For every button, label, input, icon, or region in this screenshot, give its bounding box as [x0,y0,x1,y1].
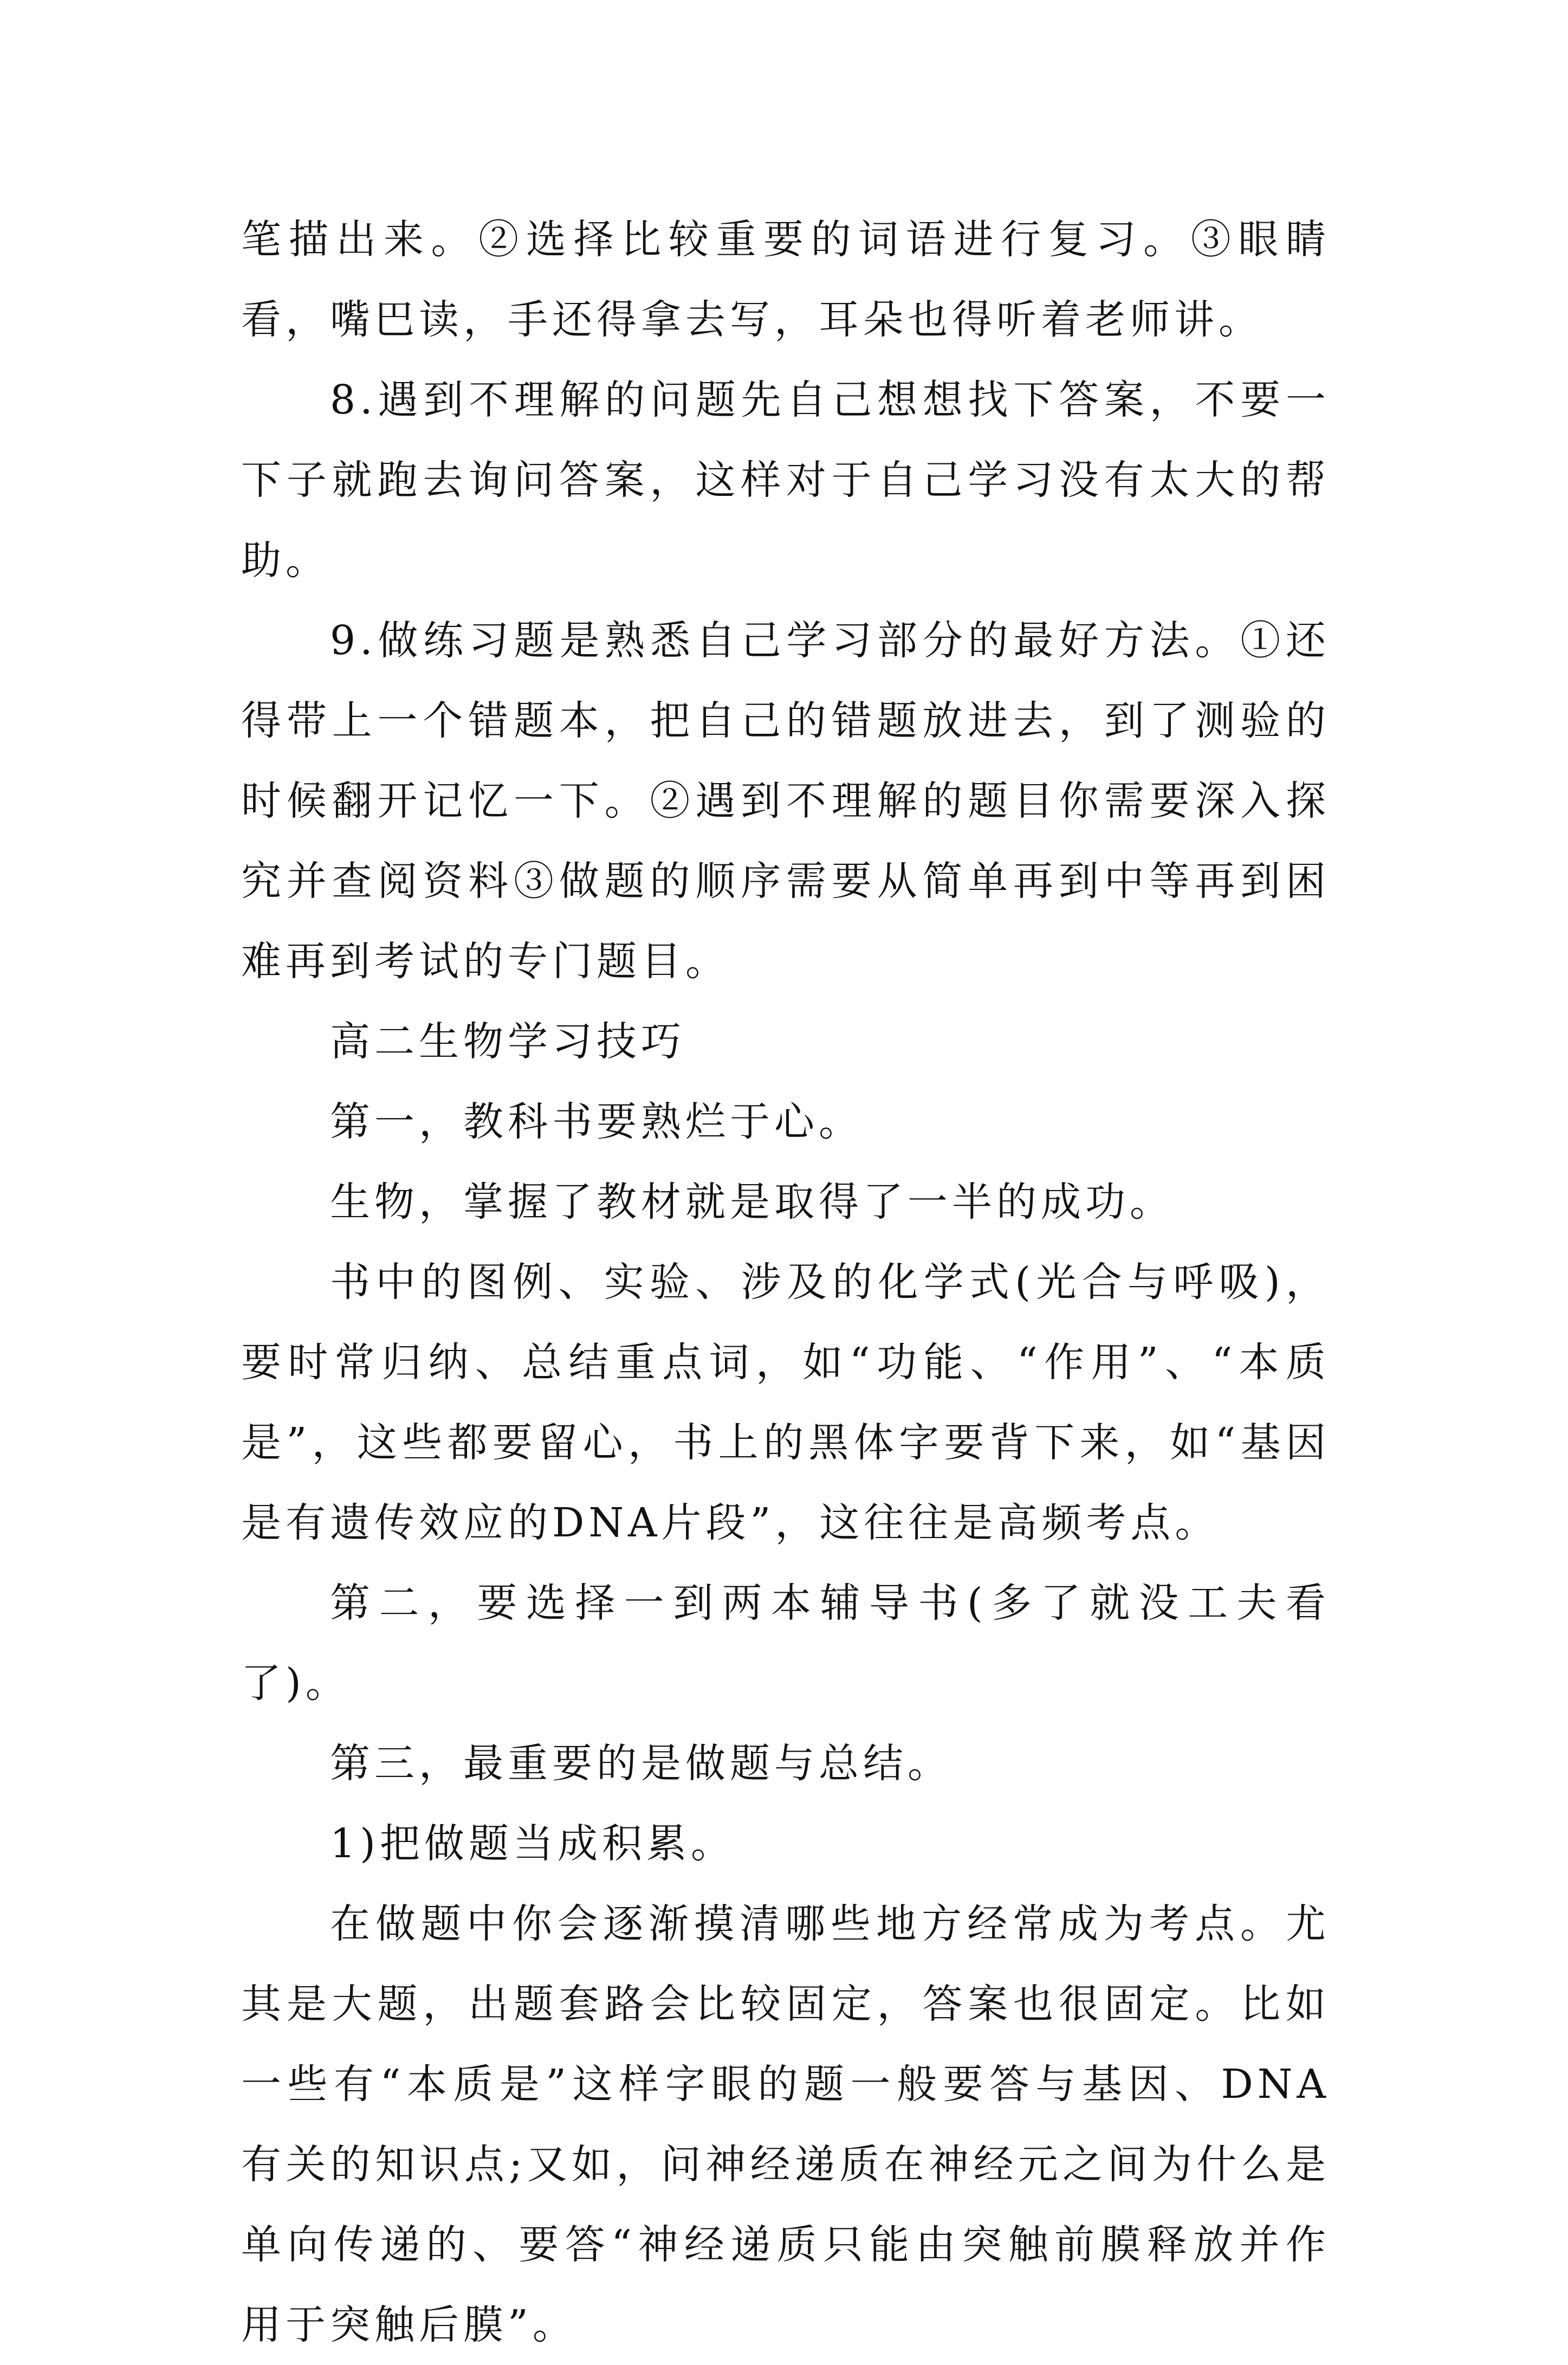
section-heading: 高二生物学习技巧 [330,1018,685,1065]
paragraph-textbook-mastery: 生物，掌握了教材就是取得了一半的成功。 [330,1179,1174,1225]
paragraph-textbook-details: 书中的图例、实验、涉及的化学式(光合与呼吸)，要时常归纳、总结重点词，如“功能、“作用”、“本质是”，这些都要留心，书上的黑体字要背下来，如“基因是有遗传效应的DNA片段”，这往往是高频考点。 [241,1259,1330,1546]
paragraph-tip-9: 9.做练习题是熟悉自己学习部分的最好方法。①还得带上一个错题本，把自己的错题放进去，到了测验的时候翻开记忆一下。②遇到不理解的题目你需要深入探究并查阅资料③做题的顺序需要从简单再到中等再到困难再到考试的专门题目。 [241,617,1330,985]
paragraph-first-point: 第一，教科书要熟烂于心。 [330,1099,863,1145]
body-text [241,199,1330,2365]
paragraph-second-point: 第二，要选择一到两本辅导书(多了就没工夫看了)。 [241,1580,1330,1707]
paragraph-subpoint-1: 1)把做题当成积累。 [330,1820,735,1867]
paragraph-continuation: 笔描出来。②选择比较重要的词语进行复习。③眼睛看，嘴巴读，手还得拿去写，耳朵也得听着老师讲。 [241,216,1330,343]
paragraph-third-point: 第三，最重要的是做题与总结。 [330,1740,952,1787]
paragraph-practice-details: 在做题中你会逐渐摸清哪些地方经常成为考点。尤其是大题，出题套路会比较固定，答案也很固定。比如一些有“本质是”这样字眼的题一般要答与基因、DNA有关的知识点;又如，问神经递质在神经元之间为什么是单向传递的、要答“神经递质只能由突触前膜释放并作用于突触后膜”。 [241,1901,1330,2348]
paragraph-tip-8: 8.遇到不理解的问题先自己想想找下答案，不要一下子就跑去询问答案，这样对于自己学习没有太大的帮助。 [241,377,1330,584]
